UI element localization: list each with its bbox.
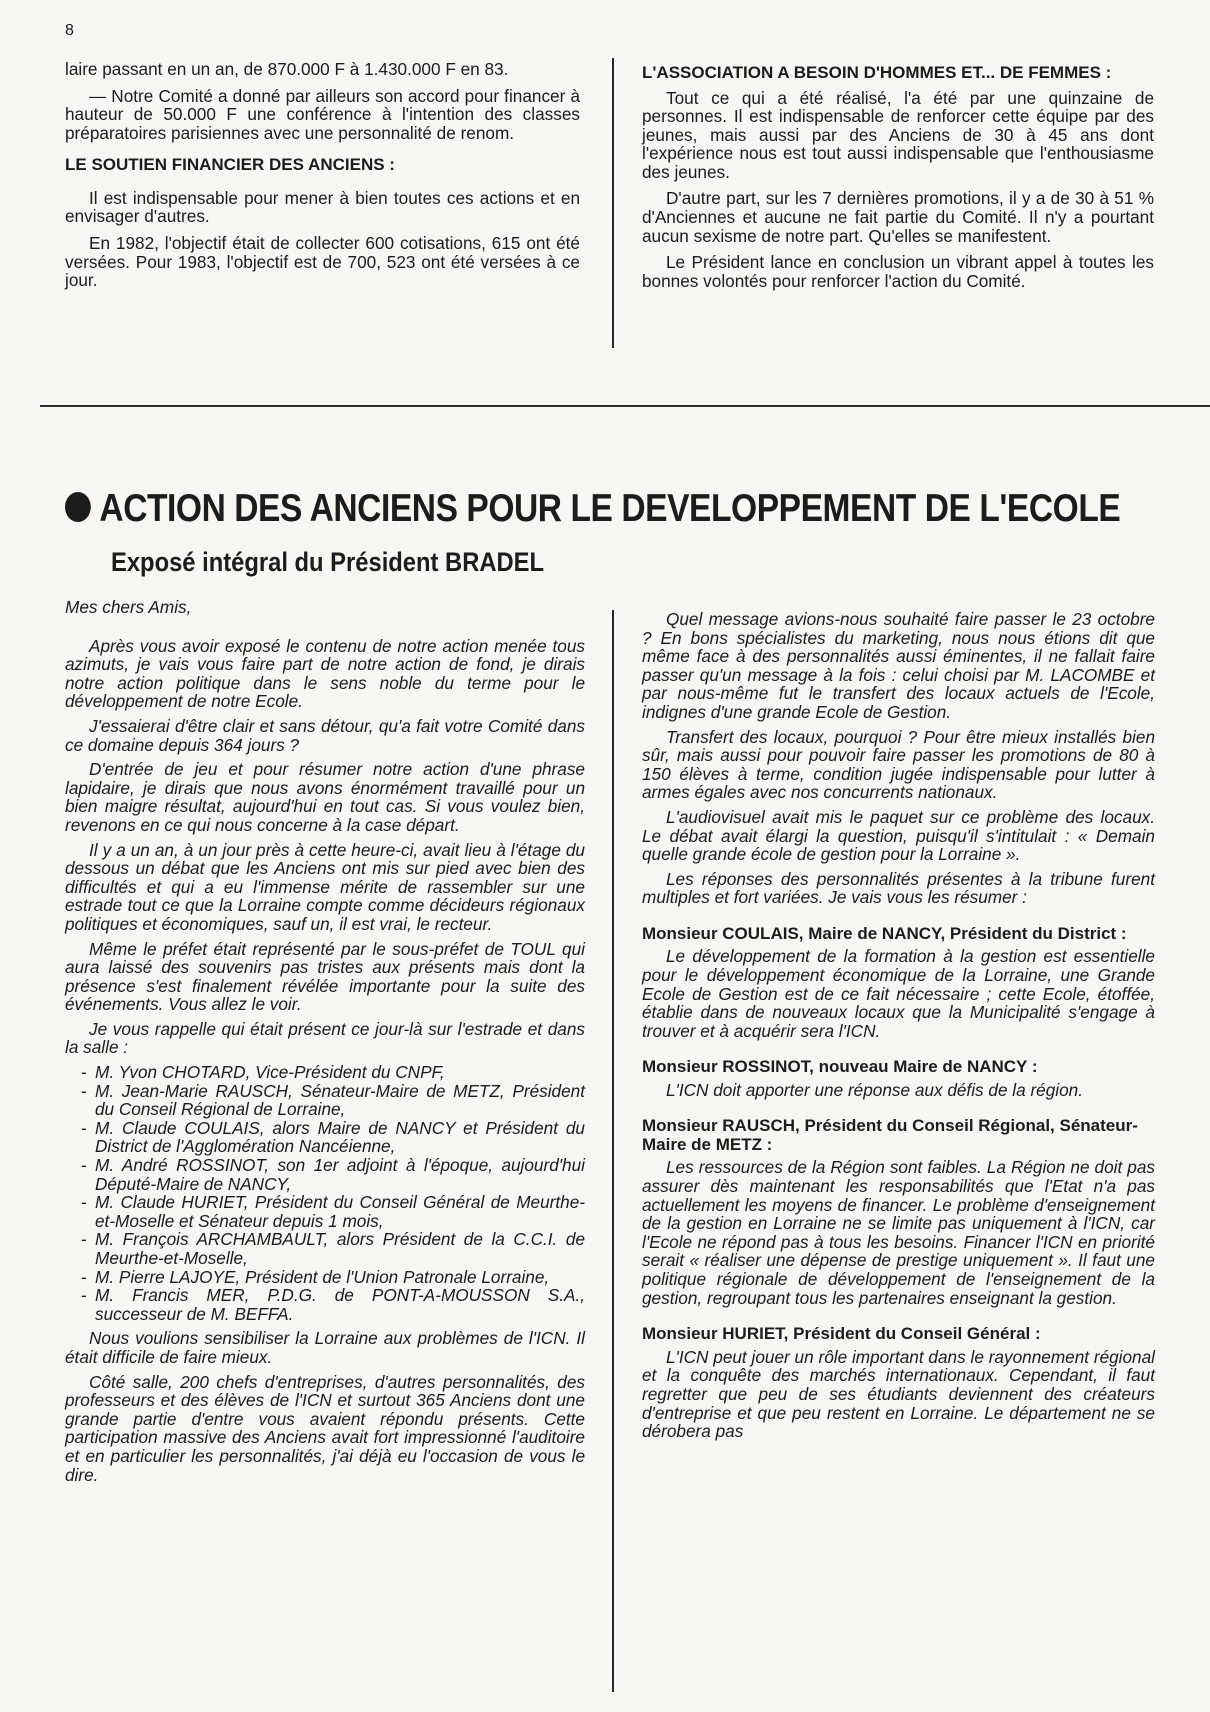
paragraph: Il est indispensable pour mener à bien toutes ces actions et en envisager d'autres. [65, 187, 580, 227]
column-divider [612, 610, 614, 1692]
paragraph: L'audiovisuel avait mis le paquet sur ce problème des locaux. Le débat avait élargi la question, puisqu'il s'intitulait : « Demain quelle grande école de gestion pour la Lorraine ». [642, 806, 1155, 865]
paragraph: Il y a un an, à un jour près à cette heure-ci, avait lieu à l'étage du dessous un débat que les Anciens ont mis sur pied avec bien des difficultés et qui a eu l'immense mérite de rassembler sur une estrade tout ce que la Lorraine compte comme décideurs régionaux politiques et économiques, sauf un, il est vrai, le recteur. [65, 839, 585, 934]
paragraph: Les ressources de la Région sont faibles. La Région ne doit pas assurer dès maintenant les responsabilités que l'Etat n'a pas actuellement les moyens de financer. Le problème d'enseignement de la gestion en Lorraine ne se limite pas uniquement à l'ICN, car l'Ecole ne répond pas à tous les besoins. Financer l'ICN en priorité serait « réaliser une dépense de prestige uniquement ». Il faut une politique régionale de développement de l'enseignement de la gestion, regroupant tous les partenaires enseignant la gestion. [642, 1157, 1155, 1308]
column-divider [612, 58, 614, 348]
horizontal-divider [40, 405, 1210, 407]
paragraph: En 1982, l'objectif était de collecter 600 cotisations, 615 ont été versées. Pour 1983, l'objectif est de 700, 523 ont été versées à ce jour. [65, 233, 580, 291]
list-item: - M. Jean-Marie RAUSCH, Sénateur-Maire de METZ, Président du Conseil Régional de Lorraine, [95, 1082, 585, 1119]
paragraph: Côté salle, 200 chefs d'entreprises, d'autres personnalités, des professeurs et des élèves de l'ICN et surtout 365 Anciens dont une grande partie d'entre vous avaient répondu présents. Cette participation massive des Anciens avait fort impressionné l'auditoire et en particulier les personnalités, j'ai déjà eu l'occasion de vous le dire. [65, 1371, 585, 1485]
speaker-heading: Monsieur HURIET, Président du Conseil Général : [642, 1324, 1041, 1344]
paragraph: D'entrée de jeu et pour résumer notre action d'une phrase lapidaire, je dirais que nous avons énormément travaillé pour un bien maigre résultat, aujourd'hui en tout cas. Si vous voulez bien, revenons en ce qui nous concerne à la case départ. [65, 759, 585, 835]
article-title-text: ACTION DES ANCIENS POUR LE DEVELOPPEMENT DE L'ECOLE [99, 487, 1121, 530]
list-item: - M. André ROSSINOT, son 1er adjoint à l'époque, aujourd'hui Député-Maire de NANCY, [95, 1156, 585, 1193]
paragraph: — Notre Comité a donné par ailleurs son accord pour financer à hauteur de 50.000 F une conférence à l'intention des classes préparatoires parisiennes avec une personnalité de renom. [65, 85, 580, 143]
bullet-icon [65, 492, 91, 522]
page-number: 8 [65, 22, 74, 39]
top-right-column [642, 64, 1154, 298]
paragraph: laire passant en un an, de 870.000 F à 1.430.000 F en 83. [65, 59, 509, 79]
bottom-left-column [65, 598, 585, 1490]
paragraph: Tout ce qui a été réalisé, l'a été par une quinzaine de personnes. Il est indispensable de renforcer cette équipe par des jeunes, mais aussi par des Anciens de 30 à 45 ans dont l'expérience nous est tout aussi indispensable que l'enthousiasme des jeunes. [642, 87, 1154, 182]
list-item: - M. Pierre LAJOYE, Président de l'Union Patronale Lorraine, [95, 1268, 585, 1287]
paragraph: Même le préfet était représenté par le sous-préfet de TOUL qui aura laissé des souvenirs pas tristes aux présents mais dont la présence s'est finalement révélée importante pour la suite des événements. Vous allez le voir. [65, 938, 585, 1015]
speaker-heading: Monsieur COULAIS, Maire de NANCY, Président du District : [642, 923, 1127, 943]
article-subtitle: Exposé intégral du Président BRADEL [111, 547, 545, 577]
paragraph: L'ICN peut jouer un rôle important dans le rayonnement régional et la conquête des marchés internationaux. Cependant, il faut regretter que peu de ses étudiants deviennent des créateurs d'entreprise et que peu restent en Lorraine. Le département ne se dérobera pas [642, 1346, 1155, 1442]
article-title [65, 487, 1120, 531]
paragraph: J'essaierai d'être clair et sans détour, qu'a fait votre Comité dans ce domaine depuis 364 jours ? [65, 715, 585, 755]
list-item: - M. François ARCHAMBAULT, alors Président de la C.C.I. de Meurthe-et-Moselle, [95, 1230, 585, 1267]
paragraph: Le développement de la formation à la gestion est essentielle pour le développement économique de la Lorraine, une Grande Ecole de Gestion est de ce fait nécessaire ; cette Ecole, étoffée, établie dans de nouveaux locaux que la Municipalité s'engage à trouver et à acquérir sera l'ICN. [642, 946, 1155, 1041]
paragraph: Quel message avions-nous souhaité faire passer le 23 octobre ? En bons spécialistes du marketing, nous nous étions dit que même face à des personnalités aussi éminentes, il ne fallait faire passer qu'un message à la fois : celui choisi par M. LACOMBE et par nous-même fut le transfert des locaux actuels de l'Ecole, indignes d'une grande Ecole de Gestion. [642, 609, 1155, 722]
list-item: - M. Francis MER, P.D.G. de PONT-A-MOUSSON S.A., successeur de M. BEFFA. [95, 1286, 585, 1323]
paragraph: L'ICN doit apporter une réponse aux défis de la région. [666, 1079, 1083, 1100]
list-item: - M. Yvon CHOTARD, Vice-Président du CNPF, [95, 1063, 585, 1082]
paragraph: Je vous rappelle qui était présent ce jour-là sur l'estrade et dans la salle : [65, 1018, 585, 1058]
paragraph: Le Président lance en conclusion un vibrant appel à toutes les bonnes volontés pour renforcer l'action du Comité. [642, 252, 1154, 291]
speaker-heading: Monsieur ROSSINOT, nouveau Maire de NANCY : [642, 1057, 1038, 1077]
section-heading: LE SOUTIEN FINANCIER DES ANCIENS : [65, 155, 395, 175]
greeting: Mes chers Amis, [65, 597, 192, 617]
top-left-column [65, 60, 580, 298]
speaker-heading: Monsieur RAUSCH, Président du Conseil Régional, Sénateur-Maire de METZ : [642, 1116, 1138, 1154]
paragraph: Après vous avoir exposé le contenu de notre action menée tous azimuts, je vais vous faire part de notre action de fond, je dirais notre action politique dans le sens noble du terme pour le développement de notre Ecole. [65, 635, 585, 712]
paragraph: Les réponses des personnalités présentes à la tribune furent multiples et fort variées. Je vais vous les résumer : [642, 868, 1155, 908]
paragraph: Nous voulions sensibiliser la Lorraine aux problèmes de l'ICN. Il était difficile de faire mieux. [65, 1328, 585, 1367]
paragraph: Transfert des locaux, pourquoi ? Pour être mieux installés bien sûr, mais aussi pour pouvoir faire passer les promotions de 80 à 150 élèves à terme, condition jugée indispensable pour lutter à armes égales avec nos concurrents nationaux. [642, 726, 1155, 803]
attendee-list [65, 1063, 585, 1323]
section-heading: L'ASSOCIATION A BESOIN D'HOMMES ET... DE FEMMES : [642, 63, 1112, 82]
paragraph: D'autre part, sur les 7 dernières promotions, il y a de 30 à 51 % d'Anciennes et aucune ne fait partie du Comité. Il n'y a pourtant aucun sexisme de notre part. Qu'elles se manifestent. [642, 188, 1154, 246]
list-item: - M. Claude HURIET, Président du Conseil Général de Meurthe-et-Moselle et Sénateur depuis 1 mois, [95, 1193, 585, 1230]
list-item: - M. Claude COULAIS, alors Maire de NANCY et Président du District de l'Agglomération Nancéienne, [95, 1119, 585, 1156]
bottom-right-column [642, 610, 1155, 1447]
